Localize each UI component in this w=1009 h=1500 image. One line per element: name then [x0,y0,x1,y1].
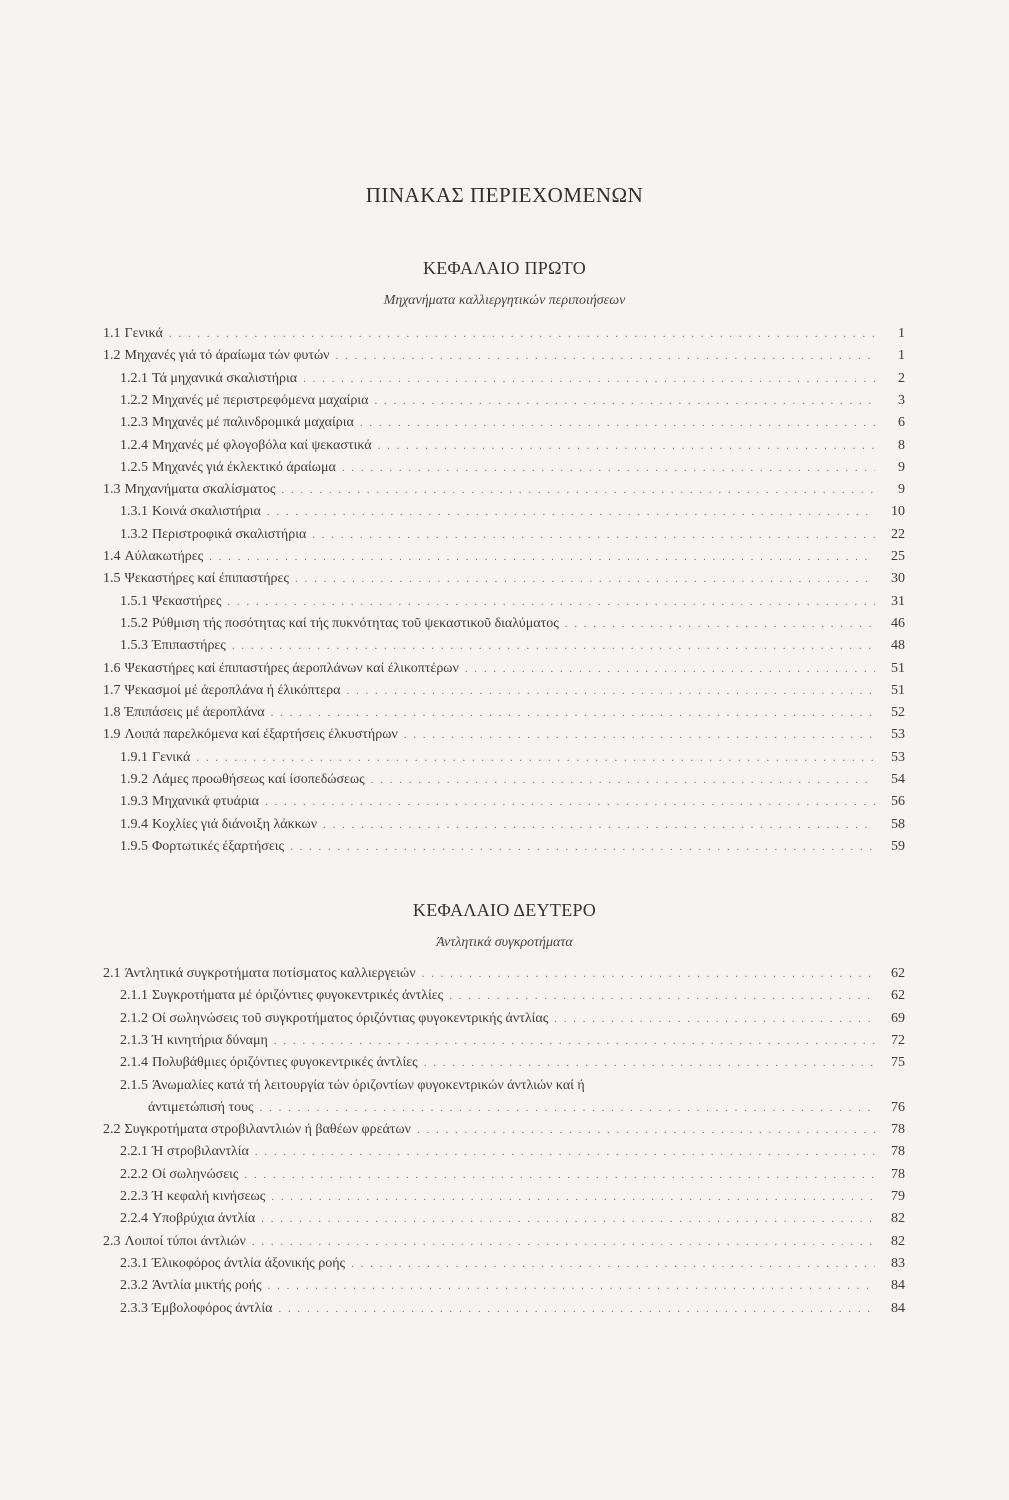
page-title: ΠΙΝΑΚΑΣ ΠΕΡΙΕΧΟΜΕΝΩΝ [365,183,644,207]
toc-entry-page: 1 [898,348,905,364]
toc-entry [120,616,905,638]
toc-entry-title: Μηχανές μέ παλινδρομικά μαχαίρια [152,415,354,431]
leader-dots [312,529,875,541]
toc-entry-page: 84 [891,1300,905,1316]
toc-entry-title: Γενικά [152,749,191,765]
leader-dots [417,1124,875,1136]
toc-entry-page: 25 [891,549,905,564]
toc-entry [120,750,905,772]
toc-entry-number: 1.9.5 [120,838,148,854]
leader-dots [295,573,875,585]
toc-entry [103,571,905,593]
toc-entry-page: 58 [891,816,905,832]
toc-entry [120,1078,905,1100]
toc-entry-title: Μηχανές γιά έκλεκτικό άραίωμα [152,459,336,475]
toc-entry-page: 83 [891,1255,905,1271]
toc-entry-page: 52 [891,705,905,721]
leader-dots [378,440,875,452]
leader-dots [267,506,875,518]
toc-entry [120,1011,905,1033]
leader-dots [404,729,875,741]
toc-entry-page: 9 [898,482,905,498]
toc-entry [120,1033,905,1055]
toc-entry-title: Ή στροβιλαντλία [152,1144,249,1160]
leader-dots [303,373,875,385]
toc-entry-title: Υποβρύχια άντλία [152,1211,256,1227]
toc-entry-number: 2.1 [103,966,121,981]
toc-entry-title: Συγκροτήματα στροβιλαντλιών ή βαθέων φρεάτων [124,1122,411,1138]
leader-dots [281,484,875,496]
leader-dots [252,1236,875,1248]
toc-entry [120,1278,905,1300]
toc-entry-number: 2.2.2 [120,1166,148,1182]
toc-entry-title: Λοιπά παρελκόμενα καί έξαρτήσεις έλκυστήρων [124,727,398,743]
leader-dots [209,551,875,563]
toc-entry-number: 1.2.3 [120,415,148,431]
toc-entry [103,348,905,370]
toc-entry-page: 54 [891,772,905,787]
toc-entry-number: 1.2.2 [120,392,148,408]
toc-entry [120,1144,905,1166]
toc-entry-page: 22 [891,526,905,542]
toc-entry [103,966,905,988]
toc-entry [120,415,905,437]
leader-dots [346,685,875,697]
toc-entry-title: Λοιποί τύποι άντλιών [124,1233,246,1249]
toc-entry-page: 46 [891,615,905,631]
toc-entry [120,438,905,460]
leader-dots [290,841,875,853]
toc-entry [120,371,905,393]
toc-entry-title: Ψεκαστήρες καί έπιπαστήρες [124,571,289,587]
leader-dots [351,1258,875,1270]
toc-entry-number: 1.6 [103,660,121,676]
toc-entry-number: 1.9.3 [120,794,148,810]
toc-entry [120,504,905,526]
toc-entry [120,1301,905,1323]
leader-dots [278,1303,875,1315]
toc-entry-page: 69 [891,1010,905,1026]
toc-entry-number: 2.1.2 [120,1010,148,1026]
toc-entry [120,1189,905,1211]
leader-dots [261,1213,875,1225]
toc-entry-number: 2.3.3 [120,1300,148,1316]
toc-entry-number: 1.1 [103,326,121,341]
toc-entry-page: 62 [891,966,905,981]
toc-entry-number: 2.2.1 [120,1144,148,1160]
toc-entry-title: Ψεκαστήρες [152,593,222,609]
toc-entry [103,1234,905,1256]
toc-entry-title: Αύλακωτήρες [124,549,204,564]
toc-entry [120,1256,905,1278]
toc-entry-page: 1 [898,326,905,341]
toc-entry-number: 1.9.4 [120,816,148,832]
toc-entry [120,393,905,415]
toc-entry-page: 59 [891,838,905,854]
toc-entry-page: 62 [891,988,905,1004]
toc-entry-title: Άντλία μικτής ροής [152,1278,262,1294]
toc-entry-number: 1.3 [103,482,121,498]
toc-entry [120,839,905,861]
toc-entry-page: 3 [898,392,905,408]
toc-entry-page: 2 [898,370,905,386]
toc-entry [120,988,905,1010]
toc-entry [120,527,905,549]
toc-entry [103,549,905,571]
leader-dots [449,990,875,1002]
toc-entry-number: 1.2.5 [120,459,148,475]
leader-dots [196,752,875,764]
toc-entry-number: 1.5.3 [120,638,148,654]
toc-entry-title: Συγκροτήματα μέ όριζόντιες φυγοκεντρικές άντλίες [152,988,444,1004]
leader-dots [244,1169,875,1181]
toc-entry-title: Οί σωληνώσεις [152,1166,239,1182]
toc-entry-page: 75 [891,1055,905,1071]
toc-entry-page: 76 [891,1099,905,1115]
leader-dots [274,1035,875,1047]
toc-entry-page: 48 [891,638,905,654]
toc-entry-page: 79 [891,1189,905,1204]
leader-dots [465,663,875,675]
toc-entry-number: 2.1.1 [120,988,148,1004]
leader-dots [565,618,875,630]
toc-entry-title: Ρύθμιση τής ποσότητας καί τής πυκνότητας τοῦ ψεκαστικοῦ διαλύματος [152,615,559,631]
toc-entry-number: 1.9.2 [120,772,148,787]
toc-entry-page: 51 [891,660,905,676]
toc-entry-number: 1.2.1 [120,370,148,386]
toc-entry-title: Φορτωτικές έξαρτήσεις [152,838,285,854]
toc-entry-number: 1.4 [103,549,121,564]
toc-entry-number: 1.2 [103,348,121,364]
toc-entry-title: Άνωμαλίες κατά τή λειτουργία τών όριζοντίων φυγοκεντρικών άντλιών καί ή [152,1077,585,1093]
leader-dots [265,796,875,808]
toc-entry-title: Μηχανήματα σκαλίσματος [124,482,276,498]
leader-dots [169,328,875,340]
toc-entry-page: 82 [891,1233,905,1249]
toc-entry-number: 2.3.1 [120,1255,148,1271]
toc-entry-page: 82 [891,1211,905,1227]
toc-entry-number: 2.3.2 [120,1278,148,1294]
leader-dots [255,1146,875,1158]
toc-entry [120,1211,905,1233]
toc-entry-number: 1.9.1 [120,749,148,765]
toc-entry-page: 78 [891,1166,905,1182]
leader-dots [554,1013,875,1025]
toc-entry [120,772,905,794]
toc-entry-title: Τά μηχανικά σκαλιστήρια [152,370,298,386]
toc-entry-title: Ή κεφαλή κινήσεως [152,1189,266,1204]
toc-entry [103,705,905,727]
leader-dots [227,596,875,608]
toc-entry [103,1122,905,1144]
toc-entry-title: Ψεκαστήρες καί έπιπαστήρες άεροπλάνων καί έλικοπτέρων [124,660,459,676]
toc-entry-page: 10 [891,504,905,520]
leader-dots [424,1057,875,1069]
toc-entry-title: Ψεκασμοί μέ άεροπλάνα ή έλικόπτερα [124,682,341,698]
chapter1-subtitle: Μηχανήματα καλλιεργητικών περιποιήσεων [383,293,626,308]
toc-entry [120,638,905,660]
toc-entry-title: Μηχανές μέ φλογοβόλα καί ψεκαστικά [152,437,372,453]
leader-dots [268,1280,875,1292]
toc-entry-title: Ή κινητήρια δύναμη [152,1032,268,1048]
toc-entry-number: 1.9 [103,727,121,743]
toc-entry-number: 2.1.3 [120,1032,148,1048]
toc-entry [120,1167,905,1189]
toc-entry [120,817,905,839]
toc-entry [103,326,905,348]
toc-entry-title: Περιστροφικά σκαλιστήρια [152,526,307,542]
toc-entry [103,683,905,705]
toc-entry [120,1055,905,1077]
toc-entry-page: 51 [891,682,905,698]
toc-entry-number: 1.5 [103,571,121,587]
toc-entry [103,482,905,504]
leader-dots [371,774,875,786]
toc-entry-number: 1.7 [103,682,121,698]
toc-entry-page: 53 [891,749,905,765]
toc-entry-title: Οί σωληνώσεις τοῦ συγκροτήματος όριζόντιας φυγοκεντρικής άντλίας [152,1010,549,1026]
toc-entry-number: 2.2 [103,1122,121,1138]
toc-entry [103,727,905,749]
toc-entry-page: 56 [891,794,905,810]
toc-entry-title: Άντλητικά συγκροτήματα ποτίσματος καλλιεργειών [124,966,416,981]
toc-entry-page: 31 [891,593,905,609]
toc-entry-page: 9 [898,459,905,475]
leader-dots [336,350,875,362]
toc-entry-number: 1.8 [103,705,121,721]
toc-entry-title: Μηχανικά φτυάρια [152,794,259,810]
leader-dots [374,395,875,407]
toc-entry [120,460,905,482]
toc-entry-number: 2.2.4 [120,1211,148,1227]
toc-entry-title: Έμβολοφόρος άντλία [152,1300,273,1316]
toc-entry-number: 1.5.1 [120,593,148,609]
toc-entry-page: 84 [891,1278,905,1294]
chapter2-title: ΚΕΦΑΛΑΙΟ ΔΕΥΤΕΡΟ [412,900,597,920]
toc-entry-page: 78 [891,1144,905,1160]
toc-entry-page: 6 [898,415,905,431]
toc-entry-title: Λάμες προωθήσεως καί ίσοπεδώσεως [152,772,365,787]
leader-dots [342,462,875,474]
toc-entry-number: 2.2.3 [120,1189,148,1204]
toc-entry-title: Μηχανές μέ περιστρεφόμενα μαχαίρια [152,392,369,408]
leader-dots [422,968,875,980]
toc-entry-title: Έλικοφόρος άντλία άξονικής ροής [152,1255,346,1271]
toc-entry-title: Γενικά [124,326,163,341]
toc-entry [120,594,905,616]
chapter2-subtitle: Άντλητικά συγκροτήματα [436,935,573,950]
toc-entry [148,1100,905,1122]
toc-entry-page: 53 [891,727,905,743]
toc-entry-page: 78 [891,1122,905,1138]
toc-entry-title: Έπιπάσεις μέ άεροπλάνα [124,705,265,721]
leader-dots [232,640,875,652]
toc-entry-page: 30 [891,571,905,587]
toc-entry-page: 8 [898,437,905,453]
leader-dots [360,417,875,429]
toc-entry-number: 1.3.2 [120,526,148,542]
toc-entry-number: 2.1.5 [120,1077,148,1093]
toc-entry-number: 1.5.2 [120,615,148,631]
toc-entry-number: 2.3 [103,1233,121,1249]
leader-dots [271,707,875,719]
toc-entry [120,794,905,816]
toc-entry-number: 2.1.4 [120,1055,148,1071]
toc-entry-title: Κοινά σκαλιστήρια [152,504,261,520]
toc-entry-title: άντιμετώπισή τους [148,1099,254,1115]
toc-entry-number: 1.3.1 [120,504,148,520]
toc-entry-title: Μηχανές γιά τό άραίωμα τών φυτών [124,348,330,364]
toc-entry-number: 1.2.4 [120,437,148,453]
chapter1-title: ΚΕΦΑΛΑΙΟ ΠΡΩΤΟ [422,258,587,278]
toc-entry-page: 72 [891,1032,905,1048]
leader-dots [271,1191,875,1203]
toc-entry [103,661,905,683]
toc-entry-title: Έπιπαστήρες [152,638,226,654]
leader-dots [323,819,875,831]
leader-dots [260,1102,875,1114]
toc-entry-title: Κοχλίες γιά διάνοιξη λάκκων [152,816,318,832]
toc-entry-title: Πολυβάθμιες όριζόντιες φυγοκεντρικές άντλίες [152,1055,418,1071]
